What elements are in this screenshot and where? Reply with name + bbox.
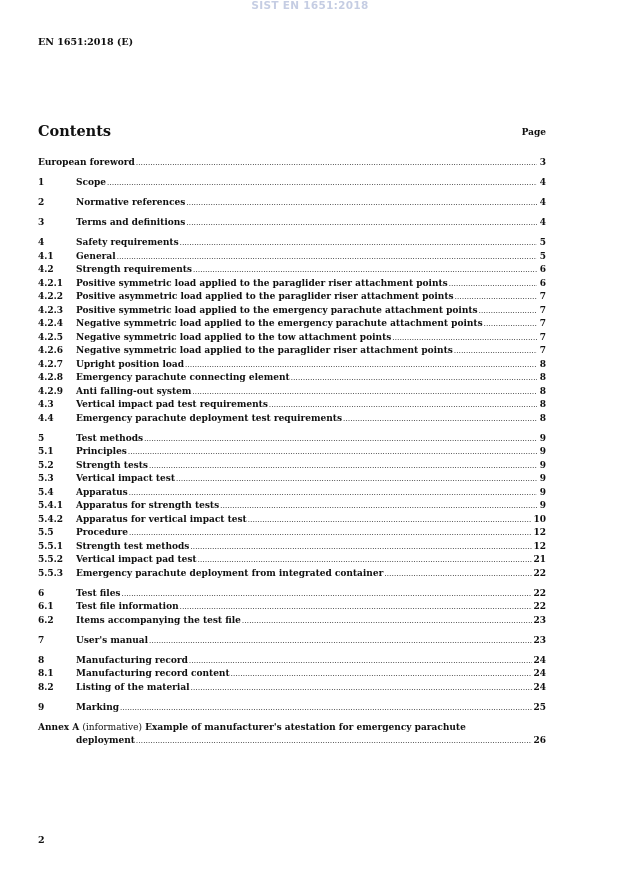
page-column-label: Page [521, 128, 546, 138]
toc-entry-number: 5.5.1 [38, 541, 64, 552]
toc-entry-title: Apparatus for strength tests [76, 501, 220, 511]
toc-entry[interactable] [38, 359, 546, 373]
toc-entry-page: 5 [539, 238, 546, 248]
document-id: EN 1651:2018 (E) [38, 37, 134, 48]
toc-leader-dots [484, 318, 537, 332]
toc-leader-dots [291, 372, 537, 386]
toc-entry-title: Normative references [76, 198, 186, 208]
toc-entry-title: Manufacturing record content [76, 669, 230, 679]
toc-entry-page: 9 [539, 433, 546, 444]
toc-entry-title: Emergency parachute deployment test requirements [76, 413, 343, 424]
toc-entry[interactable] [38, 433, 546, 447]
toc-entry[interactable] [38, 541, 546, 555]
toc-entry-number: 7 [38, 635, 45, 646]
toc-entry-number: 4.2.6 [38, 346, 64, 356]
toc-entry[interactable] [38, 460, 546, 474]
toc-entry-title: Marking [76, 702, 120, 713]
toc-entry-title: Negative symmetric load applied to the tow attachment points [76, 332, 392, 343]
toc-leader-dots [149, 460, 537, 474]
toc-entry-page: 7 [539, 332, 546, 343]
watermark: SIST EN 1651:2018 [251, 0, 369, 12]
toc-entry[interactable] [38, 305, 546, 319]
toc-entry-page: 22 [533, 568, 546, 579]
toc-annex-entry[interactable] [38, 722, 546, 748]
toc-entry-title: Items accompanying the test file [76, 615, 241, 626]
toc-leader-dots [107, 177, 537, 191]
toc-entry-page: 4 [539, 178, 546, 188]
toc-entry[interactable] [38, 177, 546, 191]
toc-entry-title: Procedure [76, 528, 129, 538]
toc-leader-dots [185, 359, 537, 373]
toc-entry-page: 7 [539, 292, 546, 302]
toc-entry-number: 9 [38, 702, 45, 713]
toc-entry[interactable] [38, 668, 546, 682]
toc-entry-number: 4.2.3 [38, 305, 64, 316]
toc-entry-number: 5.5 [38, 528, 54, 538]
toc-entry-number: 4.2.8 [38, 373, 64, 383]
toc-entry-page: 9 [539, 501, 546, 511]
toc-entry-page: 22 [533, 588, 546, 599]
toc-entry-title: Anti falling-out system [76, 386, 192, 397]
toc-entry-title: Emergency parachute connecting element [76, 373, 290, 383]
toc-entry[interactable] [38, 473, 546, 487]
toc-entry[interactable] [38, 264, 546, 278]
toc-entry[interactable] [38, 514, 546, 528]
toc-entry-title: Positive symmetric load applied to the emergency parachute attachment points [76, 305, 478, 316]
toc-entry[interactable] [38, 655, 546, 669]
toc-entry[interactable] [38, 291, 546, 305]
toc-entry-title: Scope [76, 178, 107, 188]
toc-entry-number: 4.2 [38, 265, 54, 275]
toc-leader-dots [449, 278, 537, 292]
toc-entry-page: 23 [533, 615, 546, 626]
toc-entry[interactable] [38, 237, 546, 251]
toc-entry-number: 5.5.3 [38, 568, 64, 579]
toc-entry-number: 6.2 [38, 615, 54, 626]
toc-entry-page: 7 [539, 346, 546, 356]
toc-entry-title: Apparatus [76, 487, 128, 498]
toc-leader-dots [129, 527, 532, 541]
toc-entry-number: 5.1 [38, 447, 54, 457]
toc-entry-page: 6 [539, 278, 546, 289]
toc-entry[interactable] [38, 386, 546, 400]
toc-entry[interactable] [38, 682, 546, 696]
toc-leader-dots [193, 264, 537, 278]
toc-leader-dots [117, 251, 537, 265]
toc-entry-number: 4.2.2 [38, 292, 64, 302]
toc-entry-title: Safety requirements [76, 238, 179, 248]
toc-entry[interactable] [38, 278, 546, 292]
toc-entry-title: Vertical impact test [76, 474, 176, 484]
toc-leader-dots [136, 157, 537, 171]
toc-entry-page: 12 [533, 528, 546, 538]
toc-entry[interactable] [38, 413, 546, 427]
toc-entry-title: Apparatus for vertical impact test [76, 514, 247, 525]
toc-leader-dots [455, 291, 537, 305]
toc-entry-title: Manufacturing record [76, 655, 188, 666]
toc-entry-page: 3 [539, 158, 546, 168]
toc-entry-title: Negative symmetric load applied to the paraglider riser attachment points [76, 346, 453, 356]
toc-entry[interactable] [38, 554, 546, 568]
toc-entry-number: 4.2.9 [38, 386, 64, 397]
toc-leader-dots [120, 702, 532, 716]
toc-leader-dots [220, 500, 537, 514]
toc-entry[interactable] [38, 157, 546, 171]
toc-entry-title: Positive asymmetric load applied to the paraglider riser attachment points [76, 292, 454, 302]
toc-entry[interactable] [38, 588, 546, 602]
toc-leader-dots [186, 217, 537, 231]
toc-entry-number: 4.1 [38, 251, 54, 262]
toc-entry-page: 22 [533, 602, 546, 612]
toc-entry-number: 5 [38, 433, 45, 444]
toc-entry-number: 6.1 [38, 602, 54, 612]
toc-entry-page: 8 [539, 359, 546, 370]
toc-entry-page: 24 [533, 682, 546, 693]
toc-entry-title: General [76, 251, 116, 262]
toc-entry-title: Upright position load [76, 359, 185, 370]
page-number: 2 [38, 835, 45, 846]
toc-entry-number: 5.4.1 [38, 501, 64, 511]
toc-entry-number: 5.4.2 [38, 514, 64, 525]
contents-heading: Contents [38, 123, 112, 140]
toc-entry[interactable] [38, 399, 546, 413]
toc-leader-dots [180, 237, 537, 251]
toc-entry[interactable] [38, 197, 546, 211]
annex-title-line1: Example of manufacturer's atestation for emergency parachute [145, 722, 466, 733]
toc-entry-title: Test file information [76, 602, 179, 612]
toc-entry-page: 12 [533, 541, 546, 552]
toc-entry-number: 5.5.2 [38, 555, 64, 565]
toc-leader-dots [242, 615, 533, 629]
toc-entry-number: 4.2.4 [38, 319, 64, 329]
toc-entry-number: 4.2.7 [38, 359, 64, 370]
toc-leader-dots [186, 197, 537, 211]
toc-entry-number: 1 [38, 178, 45, 188]
toc-entry-number: 6 [38, 588, 45, 599]
toc-entry-page: 8 [539, 400, 546, 410]
toc-leader-dots [144, 433, 537, 447]
toc-entry-number: 2 [38, 198, 45, 208]
toc-entry-page: 4 [539, 218, 546, 228]
toc-leader-dots [189, 655, 533, 669]
toc-leader-dots [384, 568, 532, 582]
toc-leader-dots [129, 487, 537, 501]
toc-leader-dots [180, 601, 533, 615]
toc-leader-dots [454, 345, 537, 359]
toc-entry[interactable] [38, 615, 546, 629]
toc-entry[interactable] [38, 527, 546, 541]
toc-leader-dots [136, 735, 533, 748]
toc-entry[interactable] [38, 318, 546, 332]
toc-entry-number: 4 [38, 238, 45, 248]
toc-leader-dots [191, 682, 533, 696]
toc-leader-dots [269, 399, 537, 413]
toc-entry-number: 3 [38, 218, 45, 228]
toc-entry-title: Test files [76, 588, 121, 599]
toc-entry-page: 23 [533, 635, 546, 646]
toc-entry-title: Principles [76, 447, 127, 457]
toc-entry-title: European foreword [38, 158, 135, 168]
toc-entry[interactable] [38, 446, 546, 460]
toc-entry-title: Strength test methods [76, 541, 190, 552]
toc-entry-number: 5.3 [38, 474, 54, 484]
toc-leader-dots [392, 332, 537, 346]
toc-entry-page: 4 [539, 198, 546, 208]
toc-entry-page: 10 [533, 514, 546, 525]
toc-entry[interactable] [38, 332, 546, 346]
toc-entry[interactable] [38, 345, 546, 359]
toc-entry-page: 9 [539, 460, 546, 471]
toc-entry-number: 4.2.1 [38, 278, 64, 289]
toc-entry-page: 8 [539, 413, 546, 424]
toc-entry-title: Positive symmetric load applied to the paraglider riser attachment points [76, 278, 448, 289]
toc-entry[interactable] [38, 702, 546, 716]
toc-leader-dots [343, 413, 537, 427]
toc-entry-number: 5.4 [38, 487, 54, 498]
toc-entry-page: 9 [539, 487, 546, 498]
toc-entry-page: 7 [539, 319, 546, 329]
toc-entry-page: 8 [539, 386, 546, 397]
toc-leader-dots [122, 588, 533, 602]
toc-entry-page: 8 [539, 373, 546, 383]
annex-line-2 [38, 735, 546, 748]
toc-entry[interactable] [38, 568, 546, 582]
toc-entry-number: 5.2 [38, 460, 54, 471]
toc-entry-page: 24 [533, 669, 546, 679]
toc-leader-dots [198, 554, 533, 568]
toc-entry-title: Vertical impact pad test requirements [76, 400, 268, 410]
toc-entry-title: Emergency parachute deployment from integrated container [76, 568, 384, 579]
toc-entry-page: 5 [539, 251, 546, 262]
toc-entry[interactable] [38, 500, 546, 514]
toc-leader-dots [248, 514, 533, 528]
annex-type: (informative) [82, 722, 142, 733]
toc-leader-dots [149, 635, 532, 649]
annex-line-1 [38, 722, 546, 735]
toc-entry-title: Negative symmetric load applied to the emergency parachute attachment points [76, 319, 483, 329]
toc-entry-title: Listing of the material [76, 682, 190, 693]
toc-entry[interactable] [38, 217, 546, 231]
toc-leader-dots [176, 473, 537, 487]
toc-entry-page: 6 [539, 265, 546, 275]
toc-entry-title: Test methods [76, 433, 144, 444]
toc-entry-page: 7 [539, 305, 546, 316]
table-of-contents [38, 157, 546, 748]
toc-entry-number: 8.2 [38, 682, 54, 693]
toc-leader-dots [231, 668, 533, 682]
toc-entry-page: 9 [539, 474, 546, 484]
toc-entry-title: Strength tests [76, 460, 148, 471]
toc-entry[interactable] [38, 251, 546, 265]
toc-entry-page: 9 [539, 447, 546, 457]
toc-entry-number: 4.4 [38, 413, 54, 424]
toc-entry-title: Vertical impact pad test [76, 555, 197, 565]
toc-entry-number: 4.3 [38, 400, 54, 410]
toc-entry-page: 21 [533, 555, 546, 565]
toc-leader-dots [479, 305, 537, 319]
toc-entry-page: 25 [533, 702, 546, 713]
toc-leader-dots [192, 386, 537, 400]
toc-entry-page: 24 [533, 655, 546, 666]
toc-entry-title: User's manual [76, 635, 149, 646]
annex-title-line2: deployment [76, 735, 135, 746]
toc-entry[interactable] [38, 635, 546, 649]
toc-entry-title: Strength requirements [76, 265, 193, 275]
toc-entry-title: Terms and definitions [76, 218, 186, 228]
annex-page: 26 [533, 735, 546, 746]
toc-entry[interactable] [38, 487, 546, 501]
toc-entry-number: 4.2.5 [38, 332, 64, 343]
toc-entry[interactable] [38, 601, 546, 615]
toc-entry-number: 8 [38, 655, 45, 666]
toc-leader-dots [190, 541, 532, 555]
toc-leader-dots [128, 446, 537, 460]
toc-entry-number: 8.1 [38, 669, 54, 679]
annex-label: Annex A [38, 722, 80, 733]
toc-entry[interactable] [38, 372, 546, 386]
